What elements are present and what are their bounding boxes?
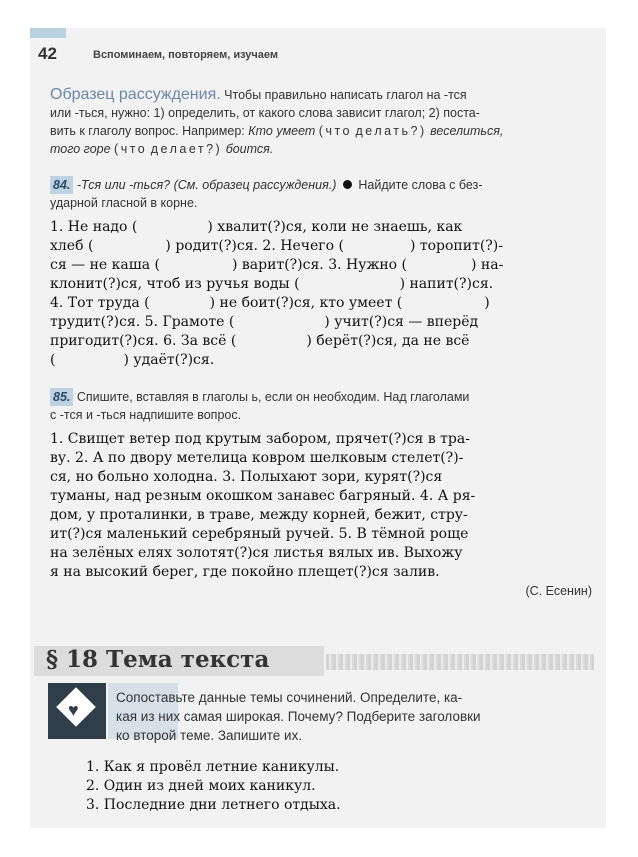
ex84-line: ся — не каша ( ) варит(?)ся. 3. Нужно ( ) на- <box>50 257 504 273</box>
sample-line-3: вить к глаголу вопрос. Например: Кто умеет (что делать?) веселиться, <box>50 124 504 138</box>
topic-item: 3. Последние дни летнего отдыха. <box>86 797 341 813</box>
sample-reasoning <box>50 86 592 158</box>
exercise-84-text <box>50 218 592 370</box>
ex84-line: 1. Не надо ( ) хвалит(?)ся, коли не знаешь, как <box>50 219 463 235</box>
exercise-85-instructions: 85. Спишите, вставляя в глаголы ь, если он необходим. Над глаголами с -тся и -ться надпишите вопрос. <box>50 390 470 422</box>
section-heading <box>34 642 594 682</box>
task-topics <box>86 758 586 815</box>
section-title: § 18 Тема текста <box>46 646 270 673</box>
sample-line-2: или -ться, нужно: 1) определить, от какого слова зависит глагол; 2) поста- <box>50 106 480 120</box>
ex85-line: ся, но больно холодна. 3. Полыхают зори, курят(?)ся <box>50 469 443 485</box>
sample-label: Образец рассуждения. <box>50 86 221 103</box>
running-header <box>38 44 598 66</box>
ex84-line: ( ) удаёт(?)ся. <box>50 352 215 368</box>
exercise-85-text <box>50 430 592 600</box>
exercise-number: 84. <box>50 176 73 194</box>
ex85-line: на зелёных елях золотят(?)ся листья вялых ив. Выхожу <box>50 545 463 561</box>
ex84-line: клонит(?)ся, чтоб из ручья воды ( ) напит(?)ся. <box>50 276 494 292</box>
ex85-line: туманы, над резным окошком занавес багряный. 4. А ря- <box>50 488 476 504</box>
ex84-line: трудит(?)ся. 5. Грамоте ( ) учит(?)ся — вперёд <box>50 314 479 330</box>
running-title: Вспоминаем, повторяем, изучаем <box>93 49 279 61</box>
exercise-84-instructions: 84. -Тся или -ться? (См. образец рассуждения.) Найдите слова с без- ударной гласной в корне. <box>50 178 483 210</box>
sample-line-4: того горе (что делает?) боится. <box>50 142 274 156</box>
bullet-icon <box>343 180 352 189</box>
section-heading-texture <box>326 654 594 670</box>
ex85-line: дом, у проталинки, в траве, между корней, бежит, стру- <box>50 507 468 523</box>
sample-line-1: Образец рассуждения. Чтобы правильно написать глагол на -тся <box>50 86 467 103</box>
ex84-line: пригодит(?)ся. 6. За всё ( ) берёт(?)ся, да не всё <box>50 333 470 349</box>
task-icon <box>48 683 106 739</box>
page-number: 42 <box>38 44 57 63</box>
topic-item: 1. Как я провёл летние каникулы. <box>86 759 340 775</box>
heart-icon: ♥ <box>68 700 79 720</box>
ex85-line: ву. 2. А по двору метелица ковром шелковым стелет(?)- <box>50 450 464 466</box>
topic-item: 2. Один из дней моих каникул. <box>86 778 316 794</box>
page-corner-mark <box>30 28 66 38</box>
ex85-line: ит(?)ся маленький серебряный ручей. 5. В тёмной роще <box>50 526 469 542</box>
ex85-line: я на высокий берег, где покойно плещет(?)ся залив. <box>50 564 440 580</box>
ex84-line: хлеб ( ) родит(?)ся. 2. Нечего ( ) торопит(?)- <box>50 238 503 254</box>
poem-author: (С. Есенин) <box>525 584 592 598</box>
exercise-number: 85. <box>50 388 73 406</box>
task-text: Сопоставьте данные темы сочинений. Определите, ка- кая из них самая широкая. Почему? Подберите заголовки ко второй теме. Запишите их. <box>116 690 481 743</box>
ex85-line: 1. Свищет ветер под крутым забором, прячет(?)ся в тра- <box>50 431 470 447</box>
ex84-line: 4. Тот труда ( ) не боит(?)ся, кто умеет ( ) <box>50 295 490 311</box>
